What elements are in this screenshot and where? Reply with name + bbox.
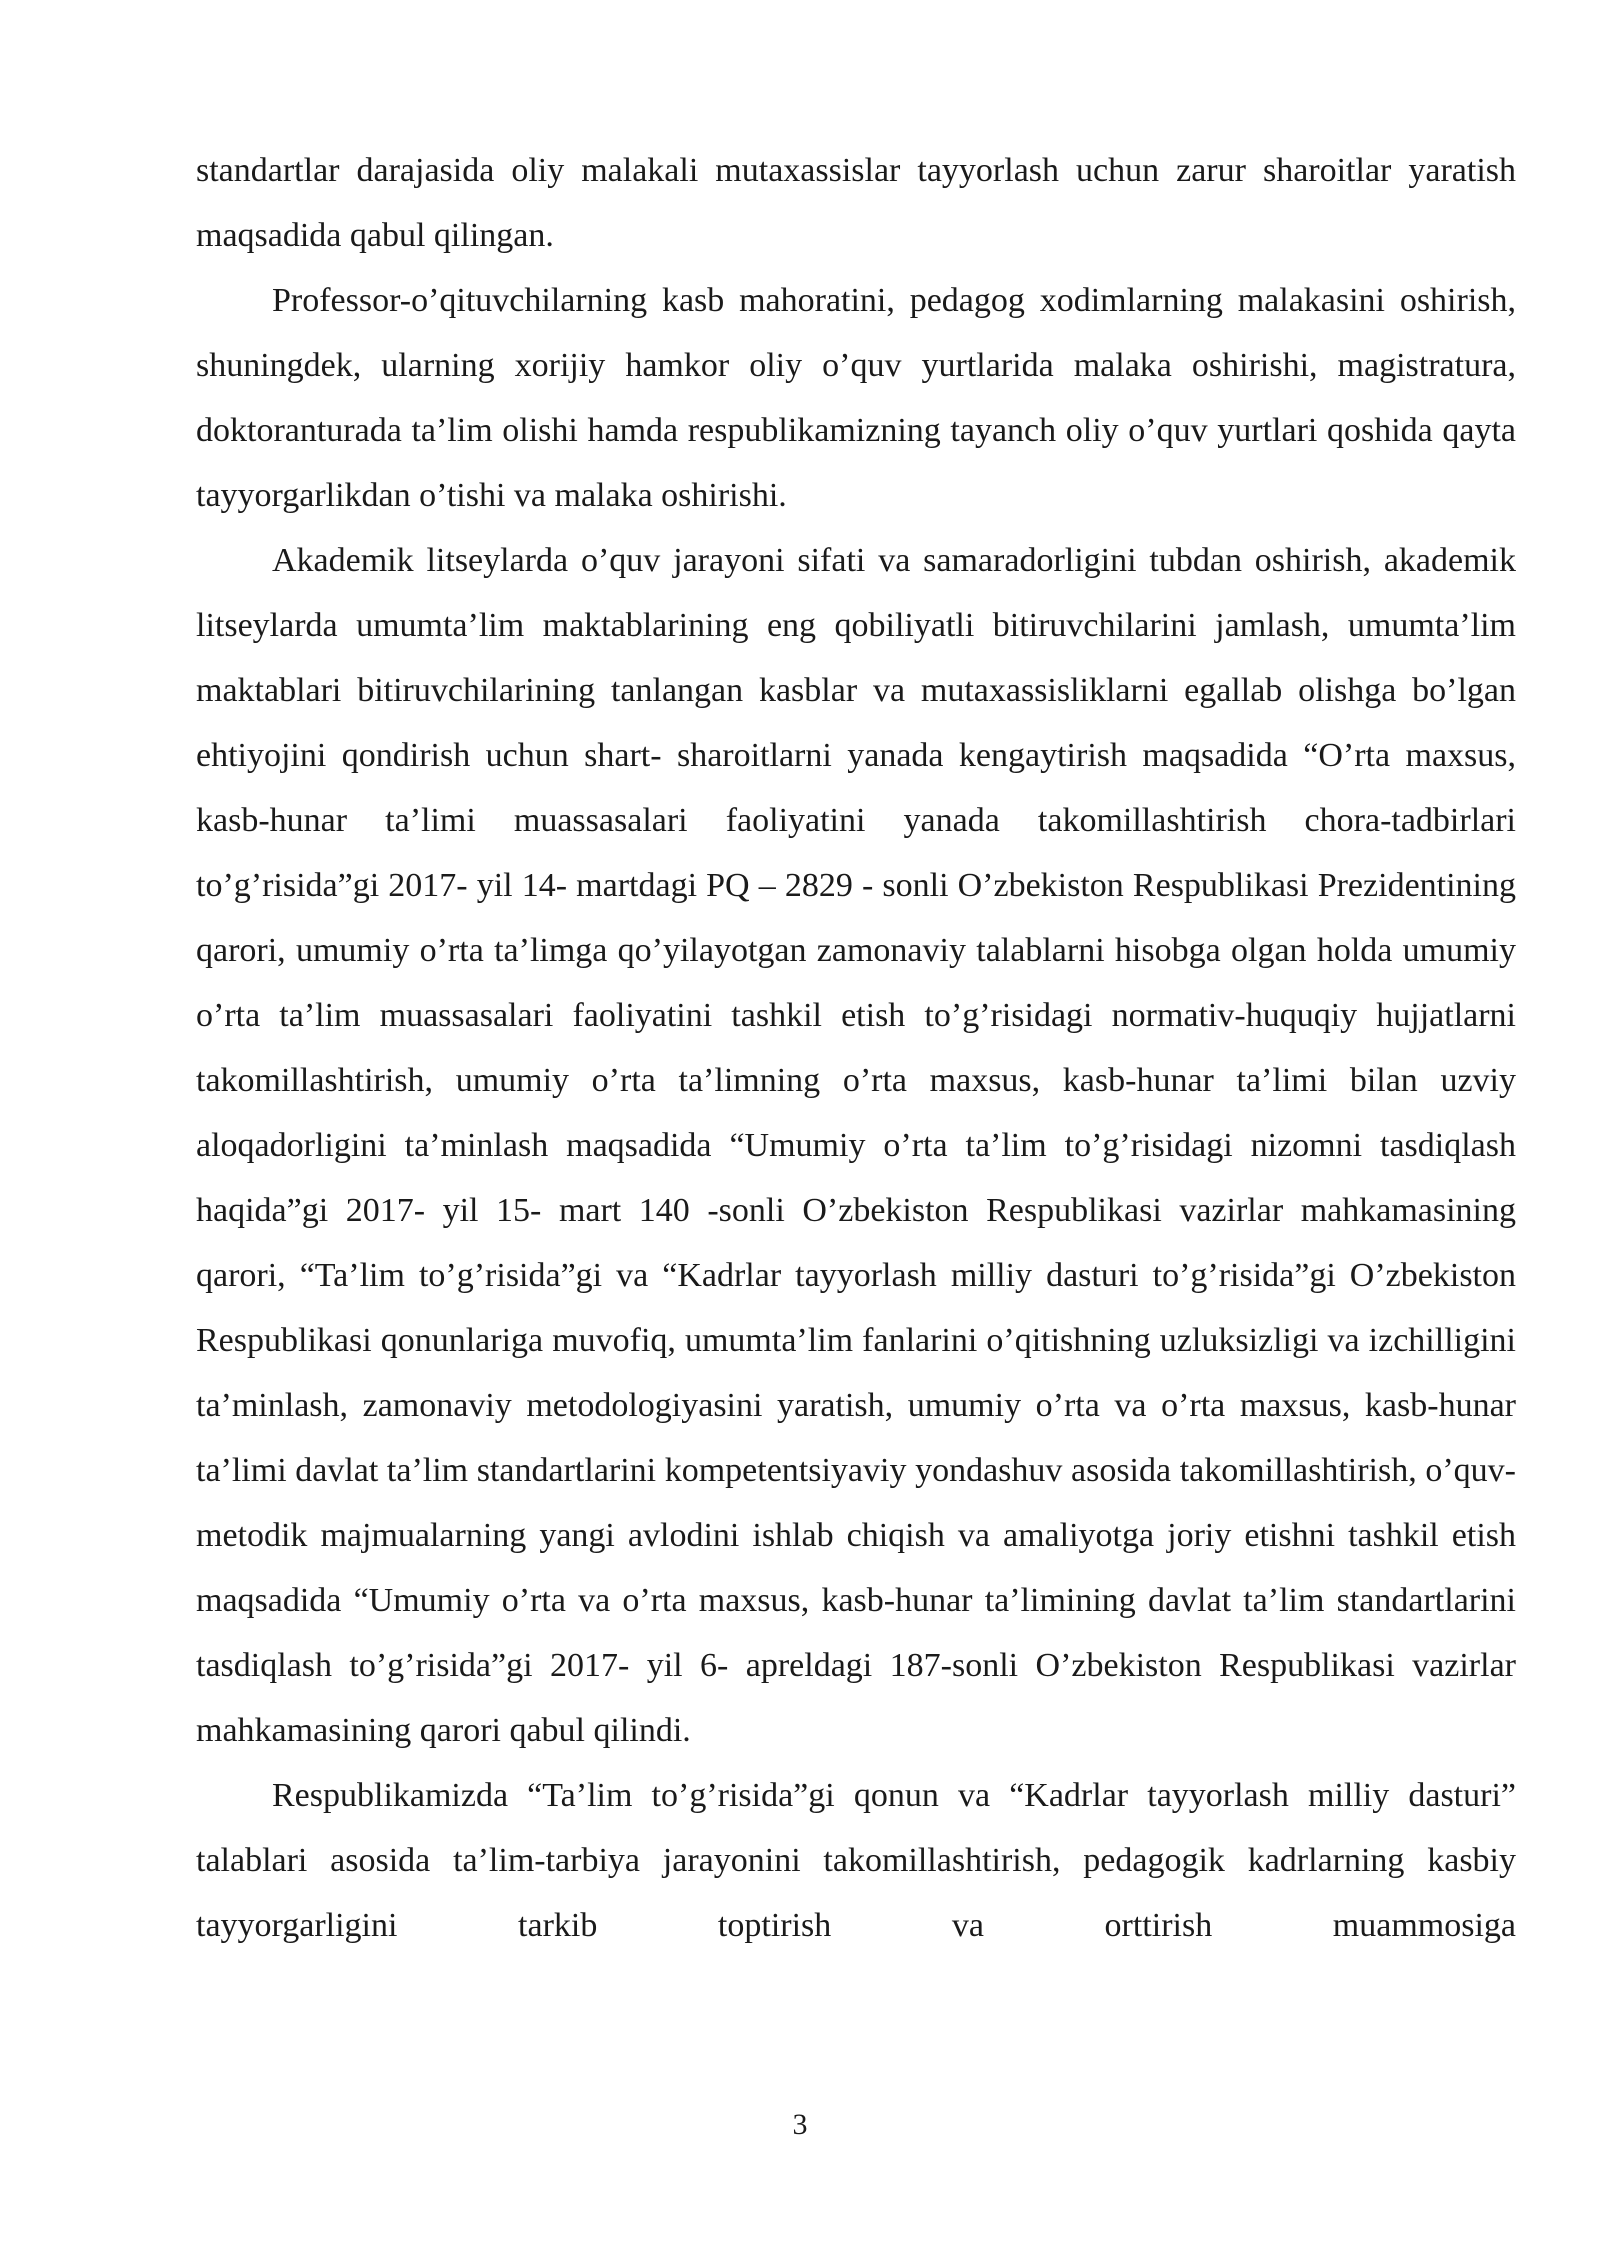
paragraph-lyceums: Akademik litseylarda o’quv jarayoni sifati va samaradorligini tubdan oshirish, akademik litseylarda umumta’lim maktablarining eng qobiliyatli bitiruvchilarini jamlash, umumta’lim maktablari bitiruvchilarining tanlangan kasblar va mutaxassisliklarni egallab olishga bo’lgan ehtiyojini qondirish uchun shart- sharoitlarni yanada kengaytirish maqsadida “O’rta maxsus, kasb-hunar ta’limi muassasalari faoliyatini yanada takomillashtirish chora-tadbirlari to’g’risida”gi 2017- yil 14- martdagi PQ – 2829 - sonli O’zbekiston Respublikasi Prezidentining qarori, umumiy o’rta ta’limga qo’yilayotgan zamonaviy talablarni hisobga olgan holda umumiy o’rta ta’lim muassasalari faoliyatini tashkil etish to’g’risidagi normativ-huquqiy hujjatlarni takomillashtirish, umumiy o’rta ta’limning o’rta maxsus, kasb-hunar ta’limi bilan uzviy aloqadorligini ta’minlash maqsadida “Umumiy o’rta ta’lim to’g’risidagi nizomni tasdiqlash haqida”gi 2017- yil 15- mart 140 -sonli O’zbekiston Respublikasi vazirlar mahkamasining qarori, “Ta’lim to’g’risida”gi va “Kadrlar tayyorlash milliy dasturi to’g’risida”gi O’zbekiston Respublikasi qonunlariga muvofiq, umumta’lim fanlarini o’qitishning uzluksizligi va izchilligini ta’minlash, zamonaviy metodologiyasini yaratish, umumiy o’rta va o’rta maxsus, kasb-hunar ta’limi davlat ta’lim standartlarini kompetentsiyaviy yondashuv asosida takomillashtirish, o’quv-metodik majmualarning yangi avlodini ishlab chiqish va amaliyotga joriy etishni tashkil etish maqsadida “Umumiy o’rta va o’rta maxsus, kasb-hunar ta’limining davlat ta’lim standartlarini tasdiqlash to’g’risida”gi 2017- yil 6- apreldagi 187-sonli O’zbekiston Respublikasi vazirlar mahkamasining qarori qabul qilindi. <box>196 542 1516 1749</box>
body-text <box>196 138 1516 1958</box>
paragraph-continuation: standartlar darajasida oliy malakali mutaxassislar tayyorlash uchun zarur sharoitlar yaratish maqsadida qabul qilingan. <box>196 152 1516 254</box>
page-number: 3 <box>792 2108 808 2141</box>
paragraph-professors: Professor-o’qituvchilarning kasb mahoratini, pedagog xodimlarning malakasini oshirish, shuningdek, ularning xorijiy hamkor oliy o’quv yurtlarida malaka oshirishi, magistratura, doktoranturada ta’lim olishi hamda respublikamizning tayanch oliy o’quv yurtlari qoshida qayta tayyorgarlikdan o’tishi va malaka oshirishi. <box>196 282 1516 514</box>
paragraph-republic: Respublikamizda “Ta’lim to’g’risida”gi qonun va “Kadrlar tayyorlash milliy dasturi” talablari asosida ta’lim-tarbiya jarayonini takomillashtirish, pedagogik kadrlarning kasbiy tayyorgarligini tarkib toptirish va orttirish muammosiga <box>196 1777 1516 1944</box>
